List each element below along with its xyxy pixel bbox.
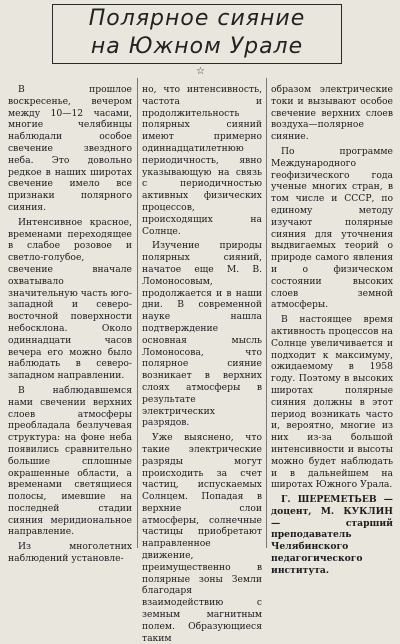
paragraph: Интенсивное красное, временами переходящее в слабое розовое и светло-голубое, свечение вначале охватывало значительную часть юго-западной и северо-восточной поверхности небосклона. Около одиннадцати часов вечера его можно было наблюдать в северо-западном направлении.: [8, 216, 132, 382]
column-rule: [137, 78, 138, 548]
article-column-2: [142, 84, 262, 644]
article-column-3: [271, 84, 393, 576]
column-rule: [266, 78, 267, 548]
paragraph: В наблюдавшемся нами свечении верхних слоев атмосферы преобладала безлучевая структура: на фоне неба появились сравнительно большие сплошные окрашенные области, а временами светящиеся полосы, имевшие на последней стадии сияния меридиональное направление.: [8, 384, 132, 538]
paragraph: В прошлое воскресенье, вечером между 10—12 часами, многие челябинцы наблюдали особое свечение звездного неба. Это довольно редкое в наших широтах свечение имело все признаки полярного сияния.: [8, 84, 132, 213]
paragraph: В настоящее время активность процессов на Солнце увеличивается и подходит к максимуму, ожидаемому в 1958 году. Поэтому в высоких широтах полярные сияния должны в этот период возникать часто и, вероятно, многие из них из-за большой интенсивности и высоты можно будет наблюдать и в дальнейшем на широтах Южного Урала.: [271, 314, 393, 491]
star-icon: ☆: [196, 66, 205, 77]
article-column-1: [8, 84, 132, 565]
paragraph: По программе Международного геофизического года ученые многих стран, в том числе и СССР, по единому методу изучают полярные сияния для уточнения выдвигаемых теорий о природе самого явления и о физическом состоянии высоких слоев земной атмосферы.: [271, 145, 393, 311]
headline-line-2: на Южном Урале: [90, 34, 304, 59]
paragraph: но, что интенсивность, частота и продолжительность полярных сияний имеют примерно одиннадцатилетнюю периодичность, явно указывающую на связь с периодичностью активных физических процессов, происходящих на Солнце.: [142, 84, 262, 237]
paragraph: Из многолетних наблюдений установле-: [8, 541, 132, 565]
author-signature: Г. ШЕРЕМЕТЬЕВ — доцент, М. КУКЛИН — старший преподаватель Челябинского педагогического института.: [271, 494, 393, 576]
paragraph: образом электрические токи и вызывают особое свечение верхних слоев воздуха—полярное сияние.: [271, 84, 393, 143]
paragraph: Изучение природы полярных сияний, начатое еще М. В. Ломоносовым, продолжается и в наши дни. В современной науке нашла подтверждение основная мысль Ломоносова, что полярное сияние возникает в верхних слоях атмосферы в результате электрических разрядов.: [142, 240, 262, 429]
headline-box: [52, 4, 342, 64]
paragraph: Уже выяснено, что такие электрические разряды могут происходить за счет частиц, испускаемых Солнцем. Попадая в верхние слои атмосферы, солнечные частицы приобретают направленное движение, преимущественно в полярные зоны Земли благодаря взаимодействию с земным магнитным полем. Образующиеся таким: [142, 432, 262, 644]
headline-line-1: Полярное сияние: [88, 6, 306, 31]
